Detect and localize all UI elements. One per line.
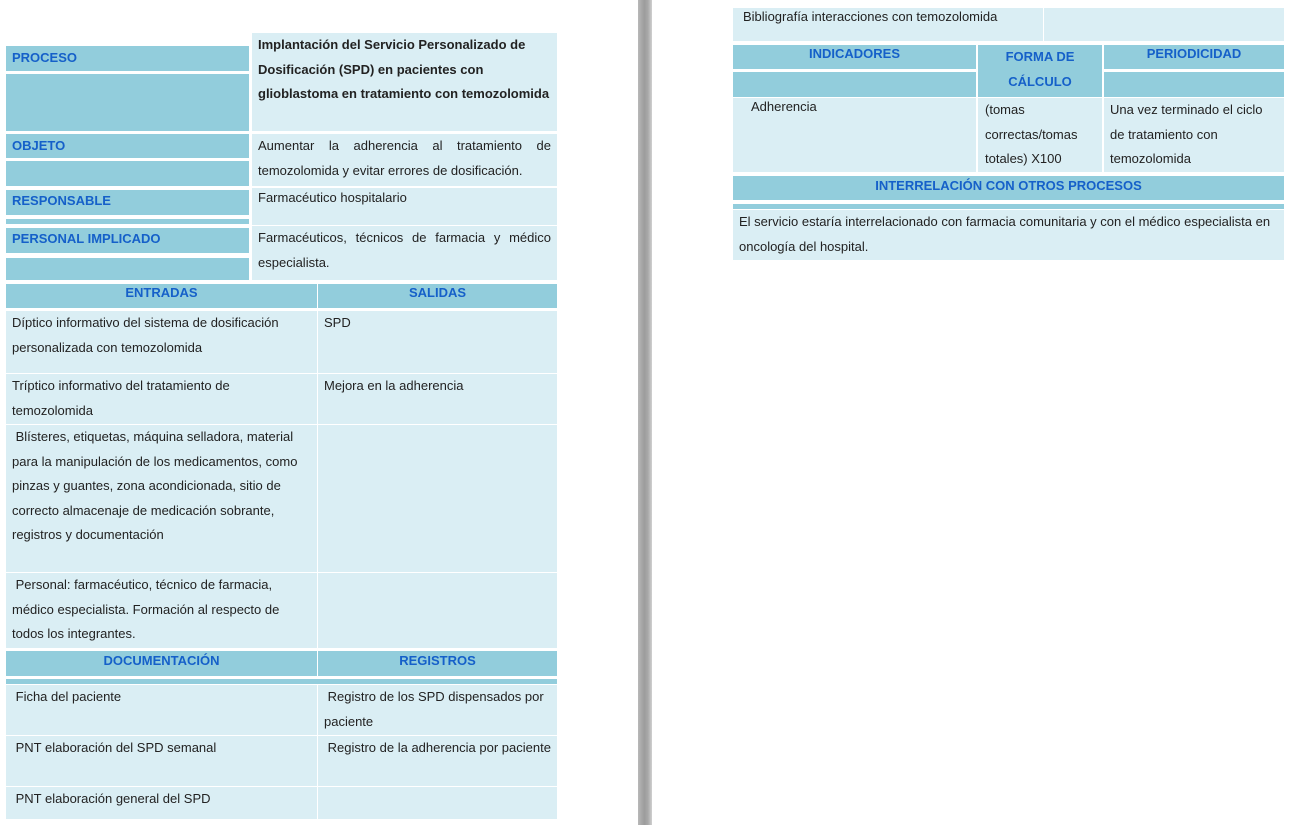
personal-implicado-label-fill (6, 258, 249, 280)
salidas-cell-2: Mejora en la adherencia (318, 374, 557, 424)
entradas-cell-3: Blísteres, etiquetas, máquina selladora, material para la manipulación de los medicamentos, como pinzas y guantes, zona acondicionada, sitio de correcto almacenaje de medicación sobrante, registros y documentación (6, 425, 317, 572)
indicador-adherencia: Adherencia (733, 98, 976, 172)
indicadores-header-fill (733, 72, 976, 97)
entradas-cell-2: Tríptico informativo del tratamiento de temozolomida (6, 374, 317, 424)
proceso-label: PROCESO (6, 46, 249, 71)
personal-implicado-label: PERSONAL IMPLICADO (6, 228, 249, 253)
periodicidad-header-fill (1104, 72, 1284, 97)
salidas-header: SALIDAS (318, 284, 557, 308)
documentacion-header: DOCUMENTACIÓN (6, 651, 317, 676)
objeto-label: OBJETO (6, 134, 249, 158)
interrelacion-text: El servicio estaría interrelacionado con farmacia comunitaria y con el médico especialista en oncología del hospital. (733, 210, 1284, 260)
document-page-left (0, 0, 638, 825)
forma-calculo-value: (tomas correctas/tomas totales) X100 (978, 98, 1102, 172)
registros-cell-2: Registro de la adherencia por paciente (318, 736, 557, 786)
objeto-label-fill (6, 161, 249, 186)
periodicidad-header: PERIODICIDAD (1104, 45, 1284, 69)
interrelacion-spacer-row (733, 204, 1284, 209)
salidas-cell-3 (318, 425, 557, 572)
entradas-header: ENTRADAS (6, 284, 317, 308)
forma-calculo-header: FORMA DE CÁLCULO (978, 45, 1102, 97)
registros-cell-1: Registro de los SPD dispensados por paciente (318, 685, 557, 735)
proceso-value: Implantación del Servicio Personalizado de Dosificación (SPD) en pacientes con glioblastoma en tratamiento con temozolomida (252, 33, 557, 131)
interrelacion-header: INTERRELACIÓN CON OTROS PROCESOS (733, 176, 1284, 200)
salidas-cell-1: SPD (318, 311, 557, 373)
personal-implicado-value: Farmacéuticos, técnicos de farmacia y médico especialista. (252, 226, 557, 280)
documentacion-cell-3: PNT elaboración general del SPD (6, 787, 317, 819)
indicadores-header: INDICADORES (733, 45, 976, 69)
document-page-right (652, 0, 1296, 825)
registros-header: REGISTROS (318, 651, 557, 676)
responsable-label: RESPONSABLE (6, 190, 249, 215)
proceso-label-fill (6, 74, 249, 131)
page-gutter (638, 0, 652, 825)
responsable-label-fill (6, 219, 249, 224)
bibliografia-cell: Bibliografía interacciones con temozolomida (733, 8, 1043, 41)
responsable-value: Farmacéutico hospitalario (252, 188, 557, 225)
documentacion-spacer-row (6, 679, 557, 684)
objeto-value: Aumentar la adherencia al tratamiento de temozolomida y evitar errores de dosificación. (252, 134, 557, 186)
entradas-cell-1: Díptico informativo del sistema de dosificación personalizada con temozolomida (6, 311, 317, 373)
documentacion-cell-2: PNT elaboración del SPD semanal (6, 736, 317, 786)
entradas-cell-4: Personal: farmacéutico, técnico de farmacia, médico especialista. Formación al respecto de todos los integrantes. (6, 573, 317, 648)
registros-cell-3 (318, 787, 557, 819)
salidas-cell-4 (318, 573, 557, 648)
documentacion-cell-1: Ficha del paciente (6, 685, 317, 735)
bibliografia-empty-cell (1044, 8, 1284, 41)
periodicidad-value: Una vez terminado el ciclo de tratamiento con temozolomida (1104, 98, 1284, 172)
